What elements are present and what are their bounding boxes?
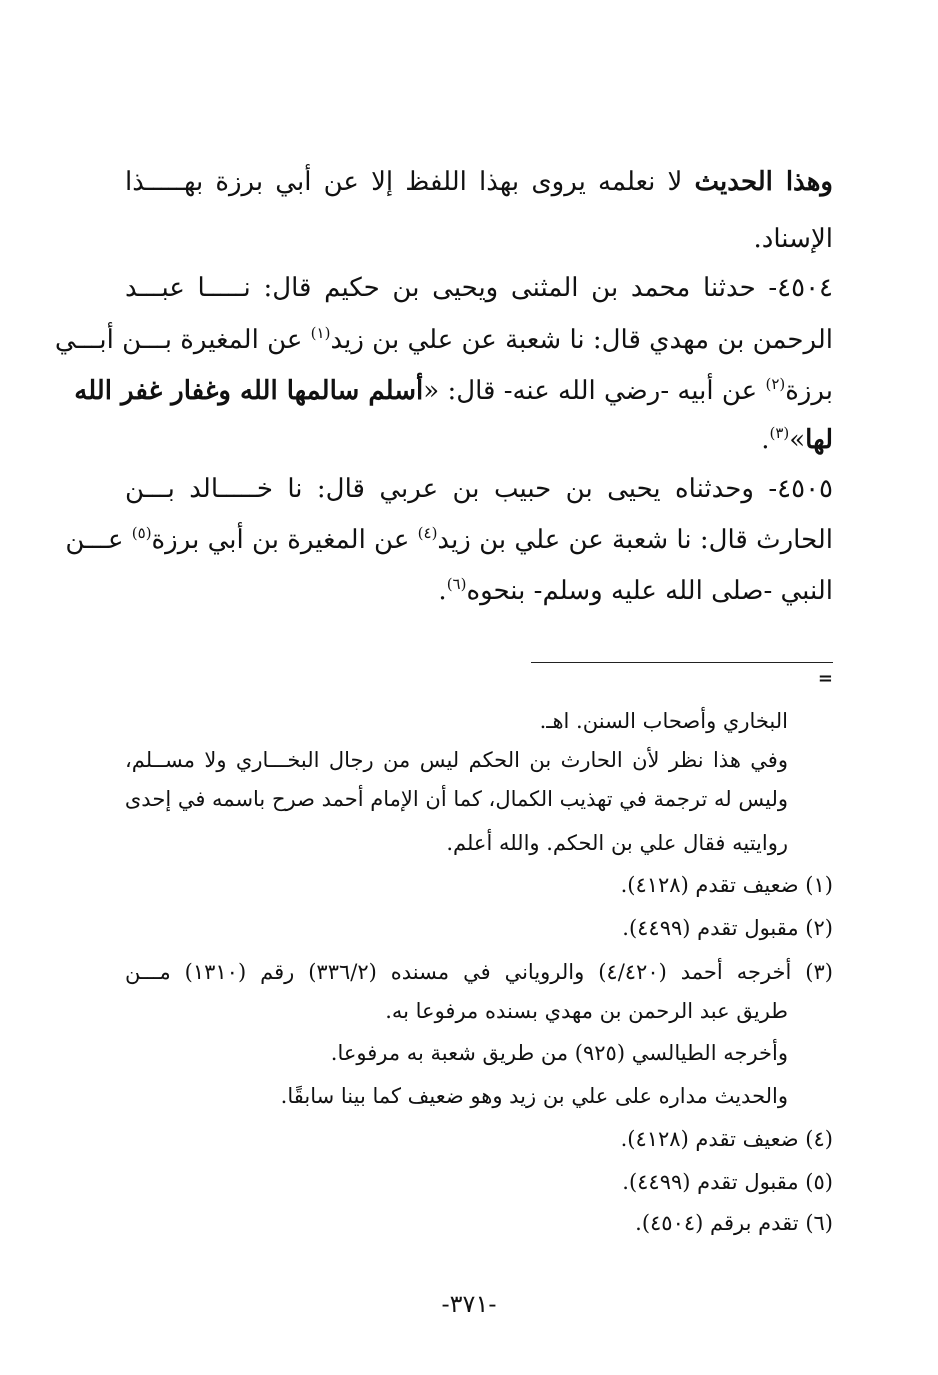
text-span: » [789,425,806,455]
text-line [125,420,833,460]
page-number: -٣٧١- [441,1290,497,1318]
footnote-line: وليس له ترجمة في تهذيب الكمال، كما أن الإمام أحمد صرح باسمه في إحدى [124,787,788,811]
text-line [125,162,833,202]
text-span: عن المغيرة بـــن أبـــي [54,325,311,355]
hadith-4505-line [125,469,833,509]
text-span: ٤٥٠٥- وحدثناه يحيى بن حبيب بن عربي قال: نا خـــــالد بـــن [125,474,833,504]
bold-phrase: أسلم سالمها الله وغفار غفر الله [74,376,424,406]
bold-phrase: وهذا الحديث [694,167,833,197]
footnote-ref[interactable]: (١) [310,324,331,342]
text-span: عن أبيه -رضي الله عنه- قال: « [423,376,766,406]
text-span: الإسناد. [753,224,833,254]
footnote-line: والحديث مداره على علي بن زيد وهو ضعيف كما بينا سابقًا. [280,1084,788,1108]
text-span: النبي -صلى الله عليه وسلم- بنحوه [466,576,833,606]
hadith-4504-line [125,268,833,308]
text-line [125,571,833,611]
text-span: برزة [785,376,833,406]
text-span: عن المغيرة بن أبي برزة [151,525,418,555]
text-line [125,219,833,259]
text-span: عـــن [65,525,132,555]
footnote-ref[interactable]: (٢) [765,375,786,393]
footnote-1: (١) ضعيف تقدم (٤١٢٨). [620,873,833,897]
footnote-ref[interactable]: (٤) [417,524,438,542]
text-line [54,320,833,360]
footnote-line: وفي هذا نظر لأن الحارث بن الحكم ليس من رجال البخـــاري ولا مســلم، [125,748,788,772]
footnote-3: (٣) أخرجه أحمد (٤/٤٢٠) والروياني في مسنده (٣٣٦/٢) رقم (١٣١٠) مـــن [125,960,833,984]
text-line [74,371,833,411]
footnote-line: وأخرجه الطيالسي (٩٢٥) من طريق شعبة به مرفوعا. [330,1041,788,1065]
text-span: ٤٥٠٤- حدثنا محمد بن المثنى ويحيى بن حكيم قال: نـــــا عبـــد [125,273,833,303]
text-span: الرحمن بن مهدي قال: نا شعبة عن علي بن زيد [330,325,833,355]
continuation-marker: = [817,668,833,689]
bold-phrase: لها [805,425,833,455]
footnote-6: (٦) تقدم برقم (٤٥٠٤). [635,1211,833,1235]
footnote-ref[interactable]: (٥) [131,524,152,542]
footnote-separator [531,662,833,663]
text-span: . [761,425,770,455]
footnote-ref[interactable]: (٣) [769,424,790,442]
text-span: . [438,576,447,606]
footnote-5: (٥) مقبول تقدم (٤٤٩٩). [622,1170,833,1194]
text-line [65,520,833,560]
footnote-2: (٢) مقبول تقدم (٤٤٩٩). [622,916,833,940]
footnote-line: روايتيه فقال علي بن الحكم. والله أعلم. [446,831,788,855]
footnote-line: البخاري وأصحاب السنن. اهـ. [539,709,788,733]
footnote-line: طريق عبد الرحمن بن مهدي بسنده مرفوعا به. [385,999,788,1023]
footnote-ref[interactable]: (٦) [446,575,467,593]
text-span: لا نعلمه يروى بهذا اللفظ إلا عن أبي برزة بهـــــذا [125,167,695,197]
text-span: الحارث قال: نا شعبة عن علي بن زيد [437,525,833,555]
footnote-4: (٤) ضعيف تقدم (٤١٢٨). [620,1127,833,1151]
